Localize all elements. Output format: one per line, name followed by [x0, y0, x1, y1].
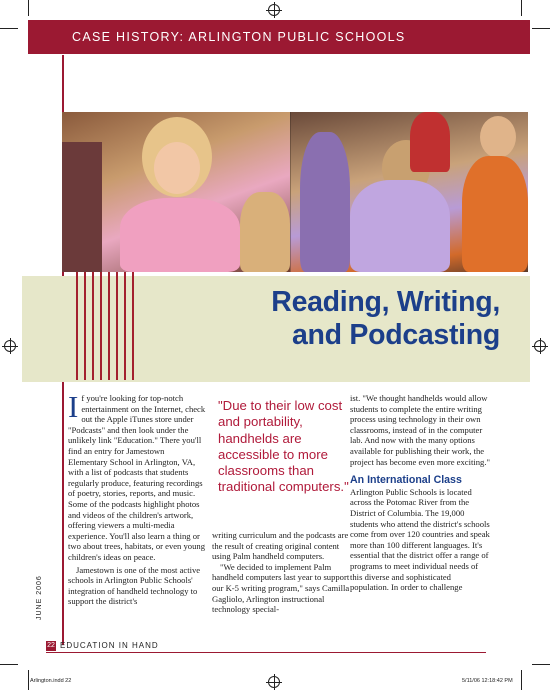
section-title: CASE HISTORY: ARLINGTON PUBLIC SCHOOLS: [72, 30, 406, 44]
crop-mark: [0, 664, 18, 665]
paragraph: Jamestown is one of the most active schools in Arlington Public Schools' integration of handheld technology to support the district's: [68, 564, 201, 607]
section-subhead: An International Class: [350, 474, 462, 487]
crop-mark: [28, 670, 29, 690]
slug-filename: Arlington.indd 22: [30, 678, 72, 684]
classroom-photo: [62, 112, 528, 272]
child-face: [154, 142, 200, 194]
registration-mark-icon: [268, 4, 280, 16]
crop-mark: [521, 0, 522, 16]
article-column-3: [350, 393, 490, 593]
publication-name: EDUCATION IN HAND: [60, 641, 159, 650]
footer-rule: [46, 652, 486, 653]
article-column-2: [212, 530, 352, 615]
crop-mark: [0, 28, 18, 29]
paragraph: "We decided to implement Palm handheld computers last year to support our K-5 writing program," says Camilla Gagliolo, Arlington instructional technology special-: [212, 561, 350, 615]
page-number: 22: [47, 642, 55, 649]
child-shirt: [462, 156, 528, 272]
photo-left-panel: [62, 112, 290, 272]
child-shirt: [300, 132, 350, 272]
pull-quote: "Due to their low cost and portability, handhelds are accessible to more classrooms than traditional computers.": [218, 398, 349, 495]
paragraph: Arlington Public Schools is located across the Potomac River from the District of Columbia. The 19,000 students who attend the district's schools come from over 120 countries and speak more than 100 different languages. It's essential that the district offer a range of programs to meet individual needs of this diverse and sophisticated population. In order to challenge: [350, 486, 490, 593]
child-shirt: [120, 198, 240, 272]
paragraph: ist. "We thought handhelds would allow students to complete the entire writing process using technology in their own classrooms, instead of in the computer lab. And now with the many options available for publishing their work, the project has become even more exciting.": [350, 393, 490, 467]
photo-right-panel: [290, 112, 528, 272]
crop-mark: [521, 670, 522, 690]
registration-mark-icon: [534, 340, 546, 352]
slug-timestamp: 5/11/06 12:18:42 PM: [462, 678, 513, 684]
registration-mark-icon: [4, 340, 16, 352]
registration-mark-icon: [268, 676, 280, 688]
crop-mark: [532, 28, 550, 29]
child-shirt: [410, 112, 450, 172]
paragraph: writing curriculum and the podcasts are the result of creating original content using Palm handheld computers.: [212, 530, 349, 562]
drop-cap: I: [68, 389, 79, 424]
crop-mark: [28, 0, 29, 16]
headline-line-1: Reading, Writing,: [271, 286, 500, 318]
issue-date: JUNE 2006: [36, 575, 43, 620]
article-column-1: [68, 389, 206, 607]
crop-mark: [532, 664, 550, 665]
decorative-lines: [76, 272, 146, 380]
paragraph: f you're looking for top-notch entertainment on the Internet, check out the Apple iTunes store under "Podcasts" and then look under the unlikely link "Education." There you'll find an entry for Jamestown Elementary School in Arlington, VA, with a list of podcasts that students regularly produce, featuring recordings of poetry, stories, reports, and music. Some of the podcasts highlight photos and videos of the children's artwork, offering viewers a multi-media experience. You'll also learn a thing or two about trees, habitats, or even young children's ideas on peace.: [68, 393, 206, 562]
child-hair: [62, 142, 102, 272]
article-headline: [140, 286, 500, 352]
photo-divider: [290, 112, 291, 272]
headline-line-2: and Podcasting: [292, 319, 500, 351]
child-face: [480, 116, 516, 158]
child-shirt: [350, 180, 450, 272]
child-shirt: [240, 192, 290, 272]
